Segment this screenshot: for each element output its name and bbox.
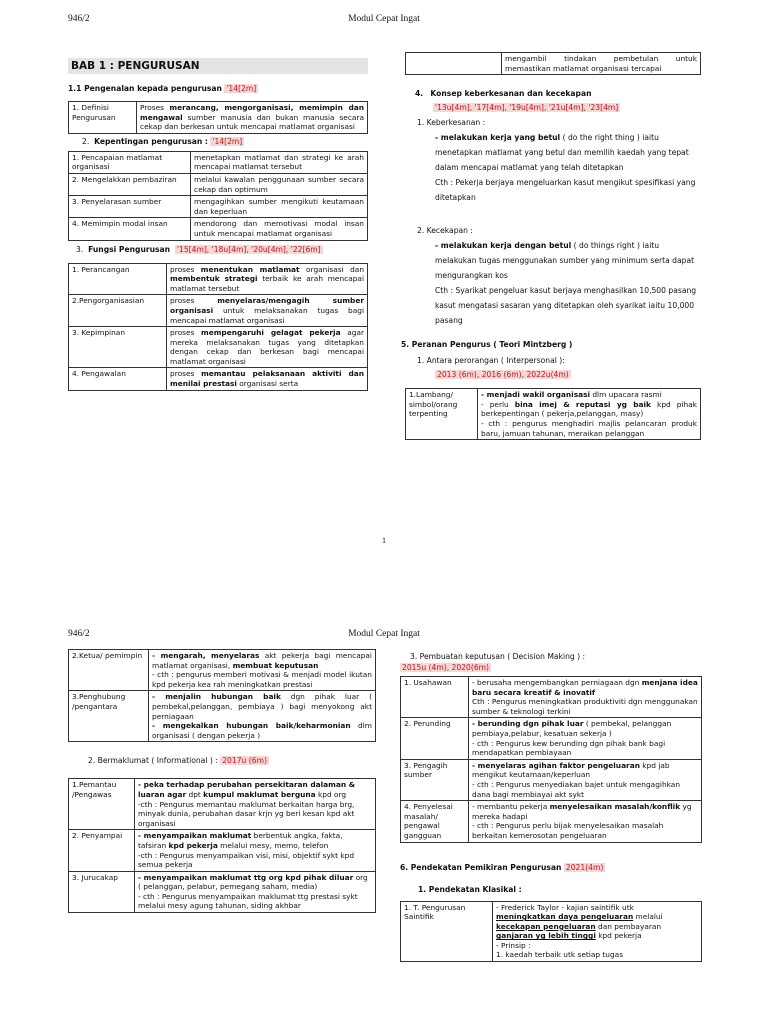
section-5-heading <box>401 340 701 350</box>
decision-tag: 2015u (4m), 2020(6m) <box>402 663 490 672</box>
section-4-tag: '13u[4m], '17[4m], '19u[4m], '21u[4m], '23[4m] <box>435 103 619 113</box>
page-number: 1 <box>382 536 386 545</box>
table-row: 2.Ketua/ pemimpin - mengarah, menyelaras akt pekerja bagi mencapai matlamat organisasi, membuat keputusan - cth : pengurus memberi motivasi & menjadi model ikutan kpd pekerja kea rah meningkatkan prestasi <box>69 650 376 691</box>
decision-table <box>400 676 702 843</box>
table-row: 1. Perancangan proses menentukan matlamat organisasi dan membentuk strategi terbaik ke arah mencapai matlamat tersebut <box>69 263 368 295</box>
table-row: 2. Perunding - berunding dgn pihak luar ( pembekal, pelanggan pembiaya,pelabur, kesatuan sekerja ) - cth : Pengurus kew berunding dgn pihak bank bagi mendapatkan pembiayaan <box>401 718 702 759</box>
section-2-tag: '14[2m] <box>212 136 243 146</box>
section-6-title: 6. Pendekatan Pemikiran Pengurusan <box>400 862 562 872</box>
section-5-sub: 1. Antara perorangan ( Interpersonal ): <box>417 356 565 366</box>
function-table <box>68 263 368 391</box>
definition-text: Proses merancang, mengorganisasi, memimpin dan mengawal sumber manusia dan bukan manusia secara cekap dan berkesan untuk mencapai matlamat organisasi <box>137 102 368 134</box>
role-table-1 <box>405 388 701 440</box>
table-row: 3. Penyelarasan sumber mengagihkan sumber mengikuti keutamaan dan keperluan <box>69 196 368 218</box>
section-3-tag: '15[4m], '18u[4m], '20u[4m], '22[6m] <box>176 244 321 254</box>
table-row: 4. Penyelesai masalah/ pengawal gangguan - membantu pekerja menyelesaikan masalah/konflik yg mereka hadapi - cth : Pengurus perlu bijak menyelesaikan masalah berkaitan kemerosotan pengeluaran <box>401 801 702 842</box>
doc-title: Modul Cepat Ingat <box>348 14 420 24</box>
section-5-tag: 2013 (6m), 2016 (6m), 2022u(4m) <box>437 370 569 380</box>
table-row: 3.Penghubung /pengantara - menjalin hubungan baik dgn pihak luar ( pembekal,pelanggan, pembiaya ) bagi menyokong akt perniagaan - mengekalkan hubungan baik/keharmonian dlm organisasi ( dengan pekerja ) <box>69 691 376 742</box>
section-3-title: Fungsi Pengurusan <box>88 244 171 254</box>
classical-table <box>400 901 702 963</box>
section-1-1 <box>68 84 368 94</box>
chapter-title: BAB 1 : PENGURUSAN <box>68 58 368 74</box>
table-row: 4. Memimpin modal insan mendorong dan memotivasi modal insan untuk mencapai matlamat organisasi <box>69 218 368 240</box>
section-4-title: Konsep keberkesanan dan kecekapan <box>430 89 592 99</box>
table-row: 2.Pengorganisasian proses menyelaras/mengagih sumber organisasi untuk melaksanakan tugas bagi mencapai matlamat organisasi <box>69 295 368 327</box>
section-5-title: 5. Peranan Pengurus ( Teori Mintzberg ) <box>401 340 573 350</box>
table-row <box>69 102 368 134</box>
kecekapan-block: 2. Kecekapan : - melakukan kerja dengan betul ( do things right ) iaitu melakukan tugas menggunakan sumber yang minimum serta dapat mengurangkan kos Cth : Syarikat pengeluar kasut berjaya menghasilkan 10,500 pasang kasut mengatasi sasaran yang ditetapkan oleh syarikat iaitu 10,000 pasang <box>417 226 697 326</box>
doc-code: 946/2 <box>68 629 90 639</box>
definition-label: 1. Definisi Pengurusan <box>69 102 137 134</box>
decision-heading: 3. Pembuatan keputusan ( Decision Making ) : <box>410 652 586 661</box>
definition-table <box>68 101 368 134</box>
role-table-1-continued <box>68 649 376 742</box>
section-4-heading: 4. Konsep keberkesanan dan kecekapan <box>415 89 592 99</box>
section-6-sub: 1. Pendekatan Klasikal : <box>418 884 522 894</box>
table-row: 3. Kepimpinan proses mempengaruhi gelagat pekerja agar mereka melaksanakan tugas yang ditetapkan dengan cekap dan berkesan bagi mencapai matlamat organisasi <box>69 327 368 368</box>
table-row: 1. Pencapaian matlamat organisasi menetapkan matlamat dan strategi ke arah mencapai matlamat tersebut <box>69 151 368 173</box>
table-row: 1.Pemantau /Pengawas - peka terhadap perubahan persekitaran dalaman & luaran agar dpt kumpul maklumat berguna kpd org -cth : Pengurus memantau maklumat berkaitan harga brg, minyak dunia, perubahan dasar krjn yg beri kesan kpd akt organisasi <box>69 779 376 830</box>
informational-tag: 2017u (6m) <box>222 756 267 766</box>
importance-table <box>68 151 368 241</box>
table-row: 3. Pengagih sumber - menyelaras agihan faktor pengeluaran kpd jab mengikut keutamaan/keperluan - cth : Pengurus menyediakan bajet untuk mengagihkan dana bagi membiayai akt sykt <box>401 759 702 800</box>
table-row: mengambil tindakan pembetulan untuk memastikan matlamat organisasi tercapai <box>406 53 701 75</box>
p2-left-column <box>68 649 376 913</box>
section-1-1-tag: '14[2m] <box>226 84 257 93</box>
p1-left-column <box>68 58 368 391</box>
table-row: 1.Lambang/ simbol/orang terpenting - menjadi wakil organisasi dlm upacara rasmi - perlu bina imej & reputasi yg baik kpd pihak berkepentingan ( pekerja,pelanggan, masy) - cth : pengurus menghadiri majlis pelancaran produk baru, jamuan tahunan, meraikan pelanggan <box>406 389 701 440</box>
keberkesanan-block: 1. Keberkesanan : - melakukan kerja yang betul ( do the right thing ) iaitu menetapkan matlamat yang betul dan memilih kaedah yang tepat dalam mencapai matlamat yang telah ditetapkan Cth : Pekerja berjaya mengeluarkan kasut mengikut spesifikasi yang ditetapkan <box>417 118 696 203</box>
info-table <box>68 778 376 913</box>
section-2-title: Kepentingan pengurusan : <box>94 136 208 146</box>
doc-code: 946/2 <box>68 14 90 24</box>
doc-title: Modul Cepat Ingat <box>348 629 420 639</box>
table-row: 2. Penyampai - menyampaikan maklumat berbentuk angka, fakta, tafsiran kpd pekerja melalui mesy, memo, telefon -cth : Pengurus menyampaikan visi, misi, objektif sykt kpd semua pekerja <box>69 830 376 871</box>
p1-right-column <box>401 52 701 440</box>
informational-heading: 2. Bermaklumat ( Informational ) : 2017u (6m) <box>88 756 267 766</box>
table-row: 4. Pengawalan proses memantau pelaksanaan aktiviti dan menilai prestasi organisasi serta <box>69 368 368 390</box>
function-table-continued <box>405 52 701 75</box>
section-6-tag: 2021(4m) <box>565 862 604 872</box>
table-row: 1. Usahawan - berusaha mengembangkan perniagaan dgn menjana idea baru secara kreatif & inovatif Cth : Pengurus meningkatkan produktiviti dgn menggunakan sumber & teknologi terkini <box>401 677 702 718</box>
table-row: 1. T. Pengurusan Saintifik - Frederick Taylor - kajian saintifik utk meningkatkan daya pengeluaran melalui kecekapan pengeluaran dan pembayaran ganjaran yg lebih tinggi kpd pekerja - Prinsip : 1. kaedah terbaik utk setiap tugas <box>401 901 702 962</box>
page-2 <box>0 620 768 1024</box>
section-1-1-title: 1.1 Pengenalan kepada pengurusan <box>68 84 222 93</box>
section-6-heading <box>400 863 702 873</box>
section-2-heading: 2. Kepentingan pengurusan : '14[2m] <box>82 136 243 146</box>
table-row: 2. Mengelakkan pembaziran melalui kawalan penggunaan sumber secara cekap dan optimum <box>69 173 368 195</box>
p2-right-column <box>400 652 702 962</box>
section-3-heading: 3. Fungsi Pengurusan '15[4m], '18u[4m], '20u[4m], '22[6m] <box>76 244 321 254</box>
table-row: 3. Jurucakap - menyampaikan maklumat ttg org kpd pihak diluar org ( pelanggan, pelabur, pemegang saham, media) - cth : Pengurus menyampaikan maklumat ttg prestasi sykt melalui mesy agung tahunan, siding akhbar <box>69 871 376 912</box>
